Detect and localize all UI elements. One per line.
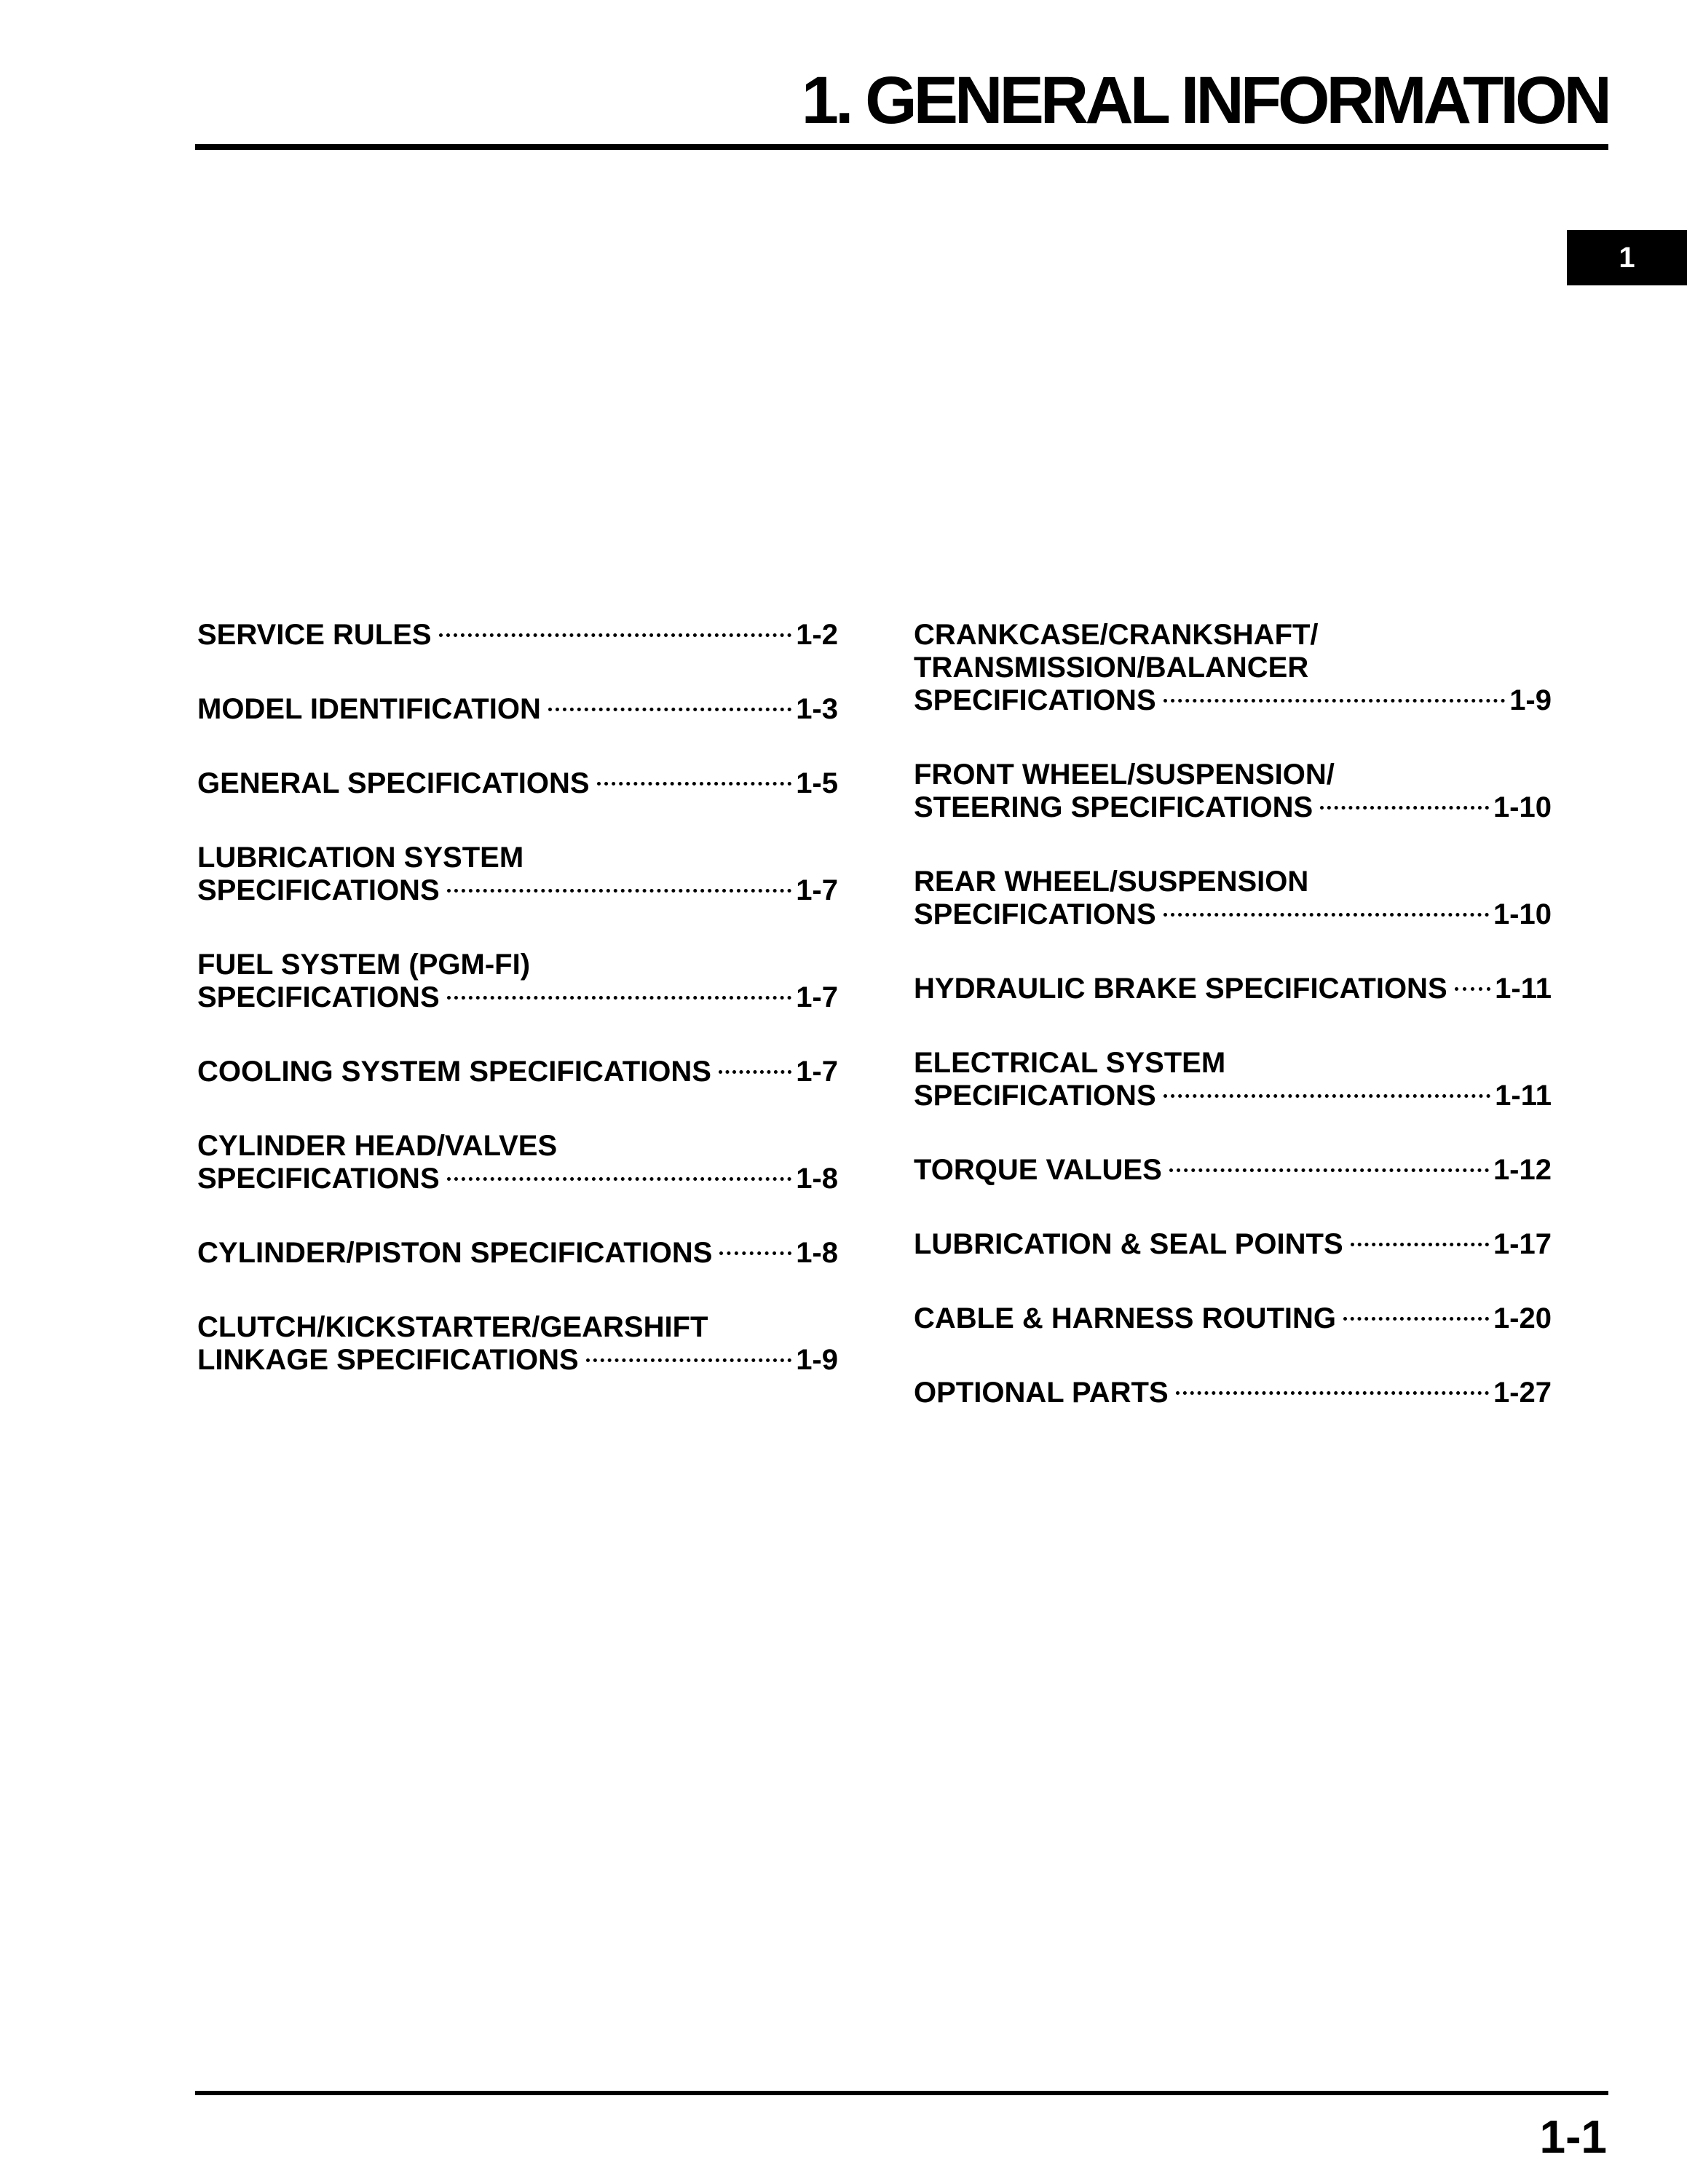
toc-entry-row (197, 619, 838, 652)
toc-entry-row (914, 973, 1552, 1005)
dot-leader (719, 1070, 791, 1074)
dot-leader (447, 889, 792, 893)
toc-entry-label: FRONT WHEEL/SUSPENSION/ (914, 759, 1335, 791)
dot-leader (597, 782, 792, 786)
toc-entry-label: OPTIONAL PARTS (914, 1377, 1169, 1409)
toc-entry[interactable] (197, 693, 838, 726)
dot-leader (1163, 699, 1506, 703)
toc-entry-row (914, 1154, 1552, 1187)
toc-entry[interactable] (914, 759, 1552, 824)
dot-leader (1163, 1094, 1491, 1098)
toc-entry[interactable] (914, 866, 1552, 931)
toc-entry-label: GENERAL SPECIFICATIONS (197, 767, 590, 799)
toc-entry-label: CYLINDER HEAD/VALVES (197, 1130, 558, 1162)
footer-rule (195, 2091, 1608, 2095)
toc-entry-row (914, 1080, 1552, 1112)
toc-entry-label: LUBRICATION & SEAL POINTS (914, 1228, 1343, 1260)
toc-entry-row (914, 898, 1552, 931)
toc-entry-label: SERVICE RULES (197, 619, 432, 651)
toc-entry-page: 1-8 (796, 1237, 838, 1269)
toc-entry-page: 1-5 (796, 767, 838, 799)
toc-entry-page: 1-10 (1493, 791, 1552, 823)
toc-entry[interactable] (914, 973, 1552, 1005)
toc-entry-label: SPECIFICATIONS (914, 1080, 1156, 1112)
dot-leader (1455, 987, 1491, 991)
toc-entry-page: 1-7 (796, 1056, 838, 1088)
toc-entry-row (197, 1237, 838, 1270)
toc-entry-row (197, 1056, 838, 1088)
dot-leader (586, 1358, 791, 1362)
dot-leader (1343, 1317, 1489, 1321)
toc-entry-page: 1-7 (796, 981, 838, 1013)
toc-entry-label: COOLING SYSTEM SPECIFICATIONS (197, 1056, 711, 1088)
toc-entry-row (914, 791, 1552, 824)
toc-entry[interactable] (914, 1047, 1552, 1112)
toc-entry-row (914, 1377, 1552, 1409)
page-number: 1-1 (1539, 2110, 1607, 2163)
toc-entry-label: CYLINDER/PISTON SPECIFICATIONS (197, 1237, 713, 1269)
toc-entry[interactable] (914, 1302, 1552, 1335)
toc-entry-label: SPECIFICATIONS (197, 874, 440, 906)
toc-entry[interactable] (197, 619, 838, 652)
dot-leader (719, 1251, 791, 1255)
toc-entry-label: CRANKCASE/CRANKSHAFT/ (914, 619, 1319, 651)
toc-entry-page: 1-17 (1493, 1228, 1552, 1260)
toc-entry-page: 1-9 (1509, 684, 1552, 716)
dot-leader (447, 996, 792, 1000)
toc-entry-row (197, 1163, 838, 1195)
toc-entry[interactable] (197, 1237, 838, 1270)
title-rule (195, 144, 1608, 150)
toc-entry[interactable] (914, 1377, 1552, 1409)
chapter-title: 1. GENERAL INFORMATION (801, 63, 1608, 138)
dot-leader (548, 708, 791, 711)
toc-entry-row (914, 1228, 1552, 1261)
toc-entry-label: STEERING SPECIFICATIONS (914, 791, 1313, 823)
toc-right-column (914, 619, 1552, 1451)
toc-entry-label: FUEL SYSTEM (PGM-FI) (197, 949, 531, 981)
toc-entry-page: 1-27 (1493, 1377, 1552, 1409)
toc-entry-row (197, 767, 838, 800)
toc-entry[interactable] (197, 1311, 838, 1377)
toc-entry[interactable] (197, 842, 838, 907)
toc-entry-page: 1-11 (1495, 973, 1552, 1005)
toc-entry[interactable] (914, 619, 1552, 717)
toc-entry-page: 1-7 (796, 874, 838, 906)
toc-entry-label: REAR WHEEL/SUSPENSION (914, 866, 1309, 898)
toc-entry-label: SPECIFICATIONS (197, 981, 440, 1013)
toc-entry-row (197, 1344, 838, 1377)
dot-leader (447, 1177, 792, 1181)
toc-entry-page: 1-11 (1495, 1080, 1552, 1112)
toc-entry[interactable] (197, 1056, 838, 1088)
toc-entry[interactable] (914, 1154, 1552, 1187)
toc-entry-page: 1-12 (1493, 1154, 1552, 1186)
toc-entry-row (914, 1302, 1552, 1335)
toc-entry-label: TRANSMISSION/BALANCER (914, 652, 1309, 684)
toc-entry[interactable] (197, 949, 838, 1014)
dot-leader (1163, 913, 1489, 917)
toc-entry-row (197, 693, 838, 726)
dot-leader (1351, 1243, 1489, 1246)
toc-entry[interactable] (197, 1130, 838, 1195)
toc-left-column (197, 619, 838, 1418)
toc-entry-page: 1-10 (1493, 898, 1552, 930)
toc-entry-label: SPECIFICATIONS (197, 1163, 440, 1195)
toc-entry-page: 1-9 (796, 1344, 838, 1376)
toc-entry-page: 1-20 (1493, 1302, 1552, 1334)
toc-entry-label: ELECTRICAL SYSTEM (914, 1047, 1226, 1079)
toc-entry-label: LINKAGE SPECIFICATIONS (197, 1344, 579, 1376)
toc-entry-row (197, 874, 838, 907)
toc-entry-label: MODEL IDENTIFICATION (197, 693, 541, 725)
toc-entry-label: TORQUE VALUES (914, 1154, 1162, 1186)
toc-entry-label: SPECIFICATIONS (914, 898, 1156, 930)
toc-entry-label: HYDRAULIC BRAKE SPECIFICATIONS (914, 973, 1447, 1005)
toc-entry-page: 1-2 (796, 619, 838, 651)
toc-entry[interactable] (914, 1228, 1552, 1261)
toc-entry[interactable] (197, 767, 838, 800)
toc-entry-label: LUBRICATION SYSTEM (197, 842, 524, 874)
section-tab[interactable]: 1 (1567, 230, 1687, 285)
dot-leader (1176, 1391, 1489, 1395)
dot-leader (1169, 1168, 1489, 1172)
toc-entry-label: CABLE & HARNESS ROUTING (914, 1302, 1337, 1334)
toc-entry-page: 1-3 (796, 693, 838, 725)
dot-leader (1320, 806, 1489, 810)
toc-entry-row (197, 981, 838, 1014)
dot-leader (439, 633, 792, 637)
toc-entry-label: SPECIFICATIONS (914, 684, 1156, 716)
toc-entry-label: CLUTCH/KICKSTARTER/GEARSHIFT (197, 1311, 708, 1343)
toc-entry-row (914, 684, 1552, 717)
toc-entry-page: 1-8 (796, 1163, 838, 1195)
